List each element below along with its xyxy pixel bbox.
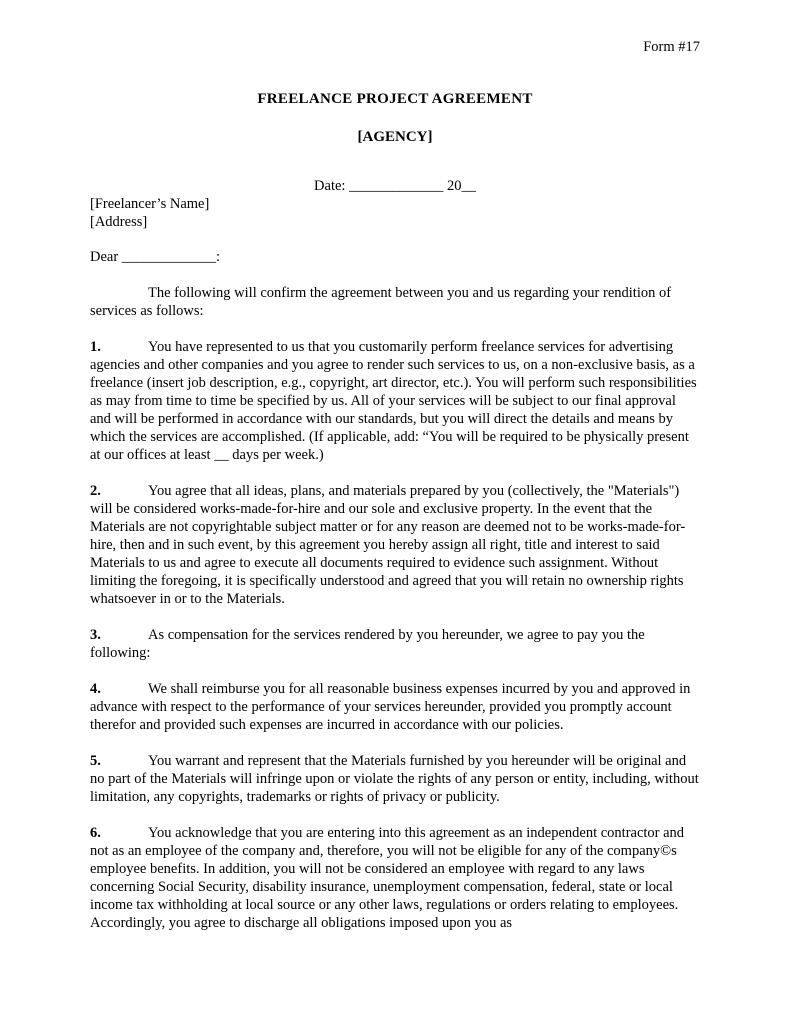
clause-6-text: You acknowledge that you are entering into this agreement as an independent contractor and not as an employee of the company and, therefore, you will not be eligible for any of the company©s employee benefits. In addition, you will not be considered an employee with regard to any laws concerning Social Security, disability insurance, unemployment compensation, federal, state or local income tax withholding at local source or any other laws, regulations or orders relating to employees. Accordingly, you agree to discharge all obligations imposed upon you as (90, 825, 685, 931)
clause-1-text: You have represented to us that you customarily perform freelance services for advertising agencies and other companies and you agree to render such services to us, on a non-exclusive basis, as a freelance (insert job description, e.g., copyright, art director, etc.). You will perform such responsibilities as may from time to time be specified by us. All of your services will be subject to our final approval and will be performed in accordance with our standards, but you will direct the details and means by which the services are accomplished. (If applicable, add: “You will be required to be physically present at our offices at least __ days per week.) (90, 339, 697, 463)
recipient-address: [Address] (90, 214, 148, 230)
date-line: Date: _____________ 20__ (314, 178, 476, 194)
clause-2-number: 2. (90, 483, 101, 499)
clause-6-number: 6. (90, 825, 101, 841)
clause-3 (90, 626, 700, 662)
salutation: Dear _____________: (90, 249, 221, 265)
document-title: FREELANCE PROJECT AGREEMENT (257, 91, 533, 107)
clause-6 (90, 824, 700, 932)
clause-3-text: As compensation for the services rendered by you hereunder, we agree to pay you the following: (90, 627, 645, 661)
clause-5-text: You warrant and represent that the Materials furnished by you hereunder will be original and no part of the Materials will infringe upon or violate the rights of any person or entity, including, without limitation, any copyrights, trademarks or rights of privacy or publicity. (90, 753, 699, 805)
clause-4-number: 4. (90, 681, 101, 697)
clause-1-number: 1. (90, 339, 101, 355)
recipient-block (90, 195, 700, 231)
clause-5-number: 5. (90, 753, 101, 769)
intro-paragraph: The following will confirm the agreement between you and us regarding your rendition of services as follows: (90, 285, 672, 319)
clause-5 (90, 752, 700, 806)
clause-4 (90, 680, 700, 734)
clause-1 (90, 338, 700, 464)
form-number: Form #17 (643, 39, 700, 55)
clause-3-number: 3. (90, 627, 101, 643)
clause-2-text: You agree that all ideas, plans, and materials prepared by you (collectively, the "Materials") will be considered works-made-for-hire and our sole and exclusive property. In the event that the Materials are not copyrightable subject matter or for any reason are deemed not to be works-made-for-hire, then and in such event, by this agreement you hereby assign all right, title and interest to said Materials to us and agree to execute all documents required to evidence such assignment. Without limiting the foregoing, it is specifically understood and agreed that you will retain no ownership rights whatsoever in or to the Materials. (90, 483, 686, 607)
clause-4-text: We shall reimburse you for all reasonable business expenses incurred by you and approved in advance with respect to the performance of your services hereunder, provided you promptly account therefor and provided such expenses are incurred in accordance with our policies. (90, 681, 691, 733)
clause-2 (90, 482, 700, 608)
agency-subtitle: [AGENCY] (357, 129, 433, 145)
recipient-name: [Freelancer’s Name] (90, 196, 210, 212)
